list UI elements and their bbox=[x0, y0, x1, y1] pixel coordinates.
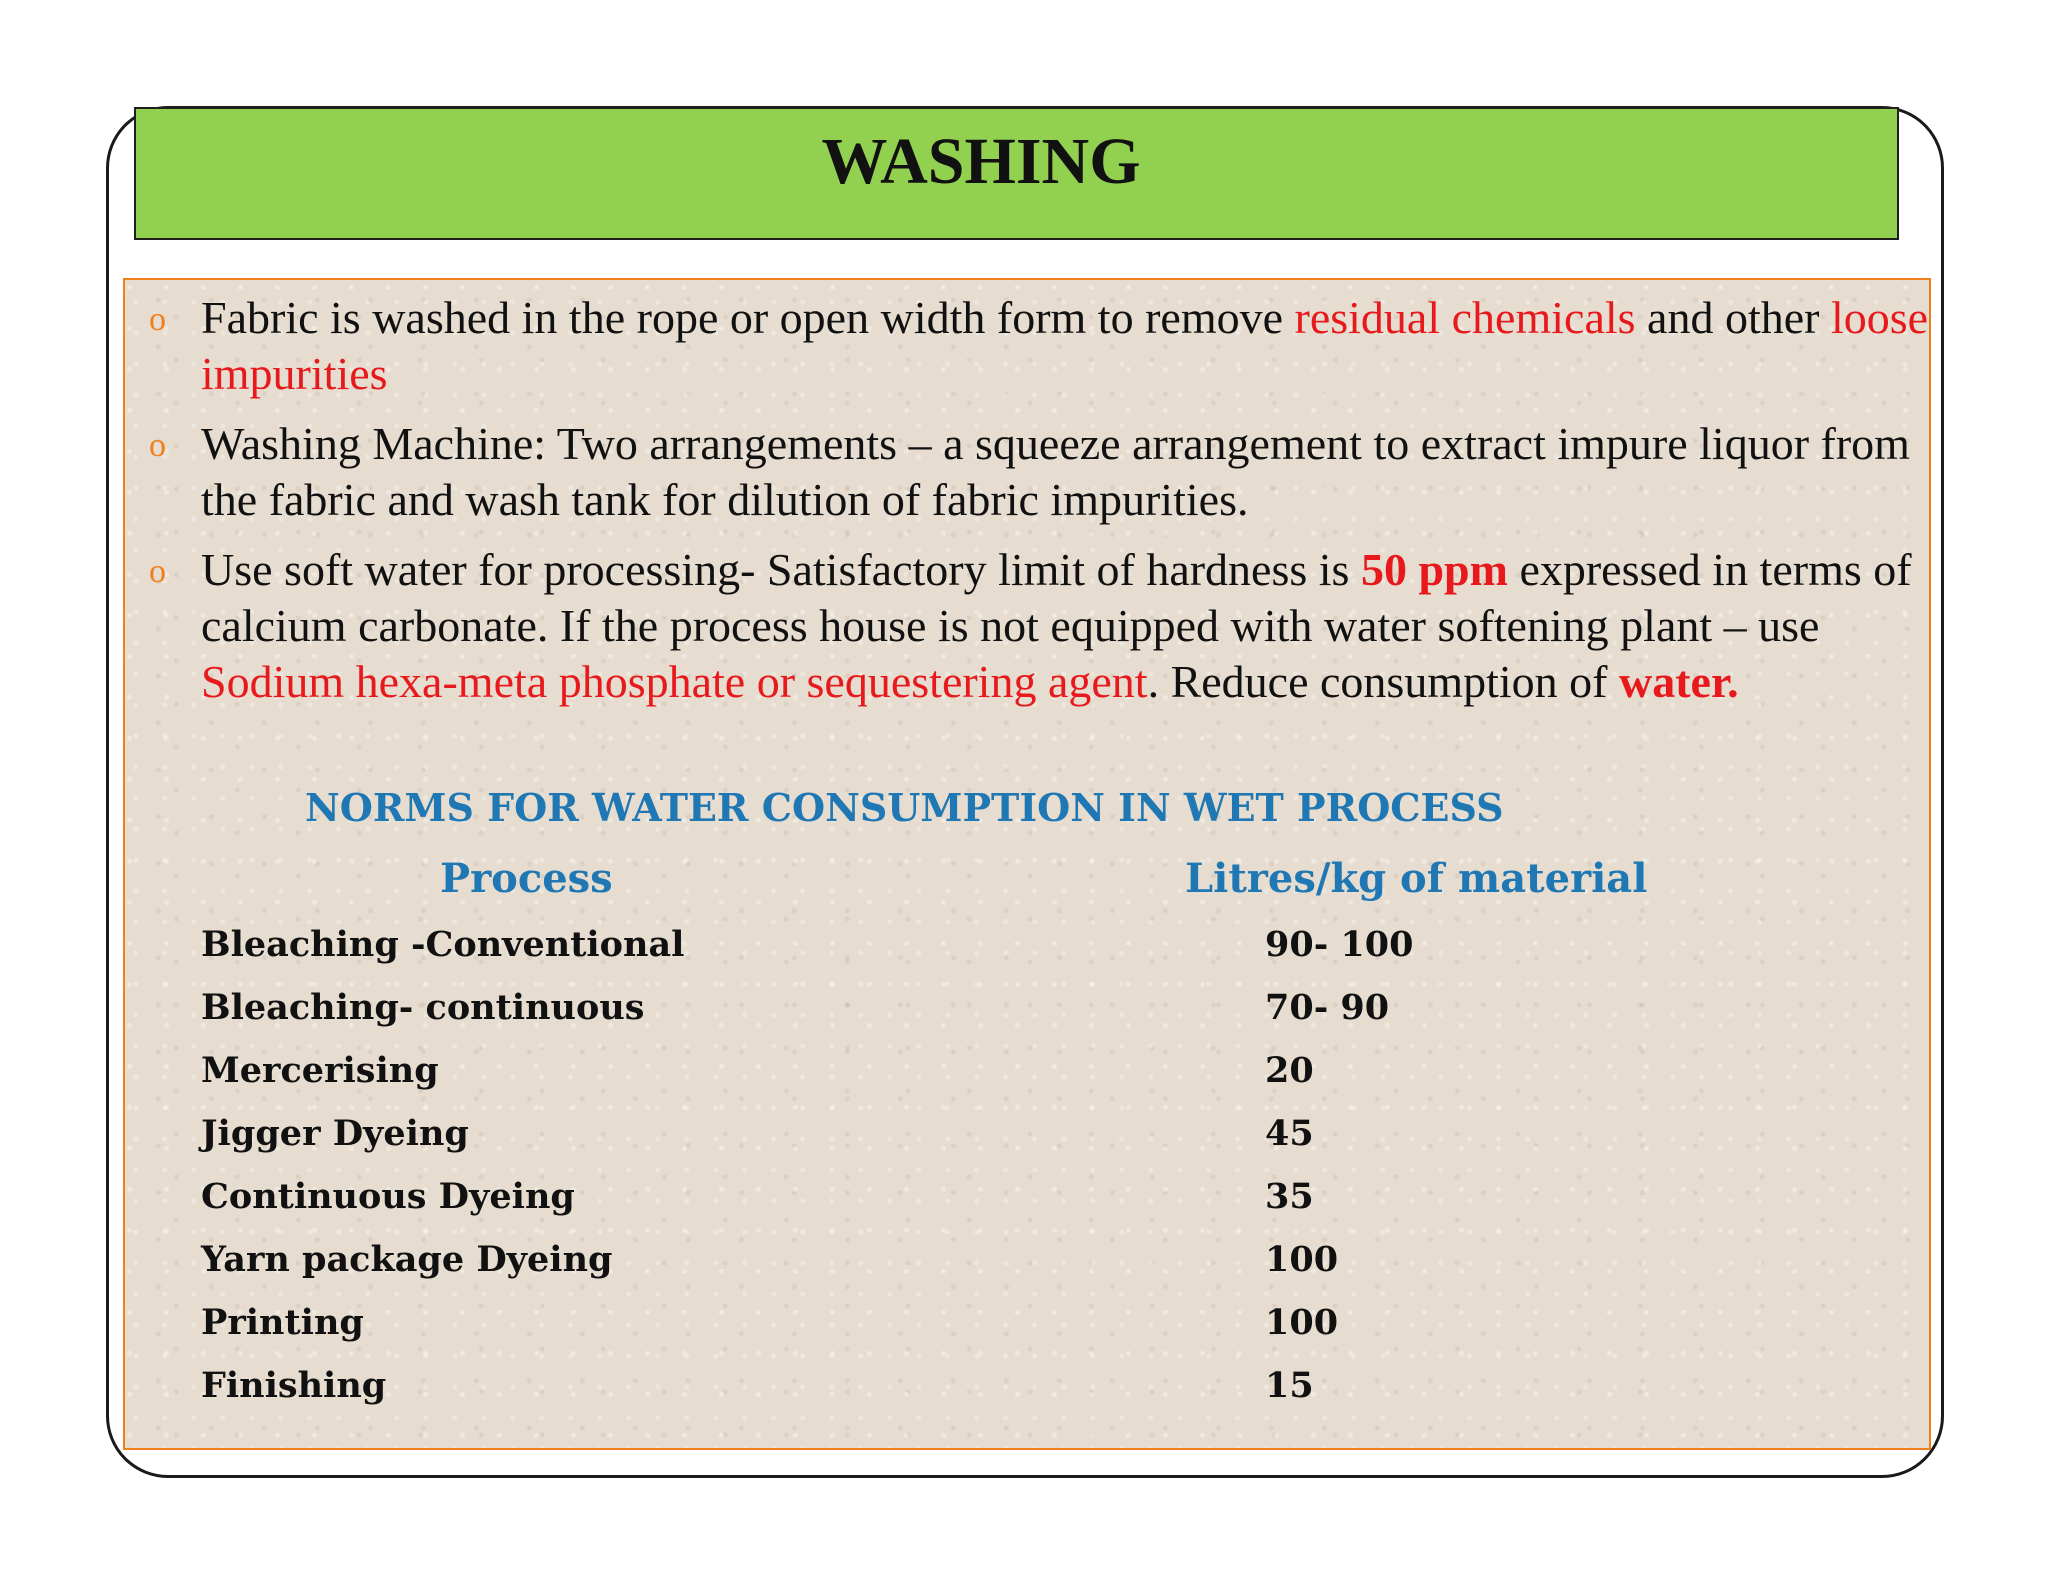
bullet-text-segment: . Reduce consumption of bbox=[1147, 656, 1619, 707]
bullet-text-segment: Washing Machine: Two arrangements – a squeeze arrangement to extract impure liquor from the fabric and wash tank for dilution of fabric impurities. bbox=[201, 418, 1910, 525]
table-row bbox=[201, 983, 1601, 1046]
process-cell: Bleaching -Conventional bbox=[201, 924, 685, 965]
bullet-circle-icon: o bbox=[149, 427, 166, 464]
process-cell: Mercerising bbox=[201, 1050, 439, 1091]
table-row bbox=[201, 920, 1601, 983]
table-row bbox=[201, 1172, 1601, 1235]
table-row bbox=[201, 1046, 1601, 1109]
process-cell: Bleaching- continuous bbox=[201, 987, 645, 1028]
table-row bbox=[201, 1361, 1601, 1424]
bullet-list bbox=[145, 290, 1930, 724]
bullet-item bbox=[145, 416, 1930, 528]
content-panel bbox=[123, 278, 1931, 1450]
litres-cell: 20 bbox=[1265, 1050, 1314, 1091]
table-row bbox=[201, 1298, 1601, 1361]
litres-cell: 90- 100 bbox=[1265, 924, 1414, 965]
litres-cell: 100 bbox=[1265, 1239, 1339, 1280]
bullet-text-segment: residual chemicals bbox=[1294, 292, 1636, 343]
bullet-text-segment: Sodium hexa-meta phosphate or sequestering agent bbox=[201, 656, 1148, 707]
bullet-text-segment: and other bbox=[1635, 292, 1831, 343]
litres-cell: 45 bbox=[1265, 1113, 1314, 1154]
slide-title: WASHING bbox=[821, 125, 1141, 198]
table-row bbox=[201, 1235, 1601, 1298]
bullet-text-segment: 50 ppm bbox=[1360, 544, 1508, 595]
litres-cell: 15 bbox=[1265, 1365, 1314, 1406]
bullet-text-segment: expressed in terms of calcium carbonate. If the process house is not equipped with water softening plant – use bbox=[201, 544, 1912, 651]
bullet-text-segment: Fabric is washed in the rope or open width form to remove bbox=[201, 292, 1295, 343]
process-cell: Finishing bbox=[201, 1365, 387, 1406]
process-cell: Jigger Dyeing bbox=[201, 1113, 469, 1154]
bullet-circle-icon: o bbox=[149, 553, 166, 590]
bullet-item bbox=[145, 542, 1930, 710]
litres-cell: 100 bbox=[1265, 1302, 1339, 1343]
table-body bbox=[201, 920, 1601, 1424]
bullet-item bbox=[145, 290, 1930, 402]
process-cell: Yarn package Dyeing bbox=[201, 1239, 613, 1280]
litres-cell: 35 bbox=[1265, 1176, 1314, 1217]
table-title: NORMS FOR WATER CONSUMPTION IN WET PROCESS bbox=[305, 785, 1504, 830]
bullet-text-segment: water. bbox=[1619, 656, 1739, 707]
bullet-text-segment: Use soft water for processing- Satisfactory limit of hardness is bbox=[201, 544, 1361, 595]
bullet-text-segment: loose impurities bbox=[201, 292, 1929, 399]
bullet-circle-icon: o bbox=[149, 301, 166, 338]
column-header-litres: Litres/kg of material bbox=[1185, 855, 1648, 902]
litres-cell: 70- 90 bbox=[1265, 987, 1390, 1028]
process-cell: Printing bbox=[201, 1302, 364, 1343]
title-bar bbox=[134, 107, 1899, 240]
table-row bbox=[201, 1109, 1601, 1172]
column-header-process: Process bbox=[440, 855, 613, 902]
process-cell: Continuous Dyeing bbox=[201, 1176, 575, 1217]
